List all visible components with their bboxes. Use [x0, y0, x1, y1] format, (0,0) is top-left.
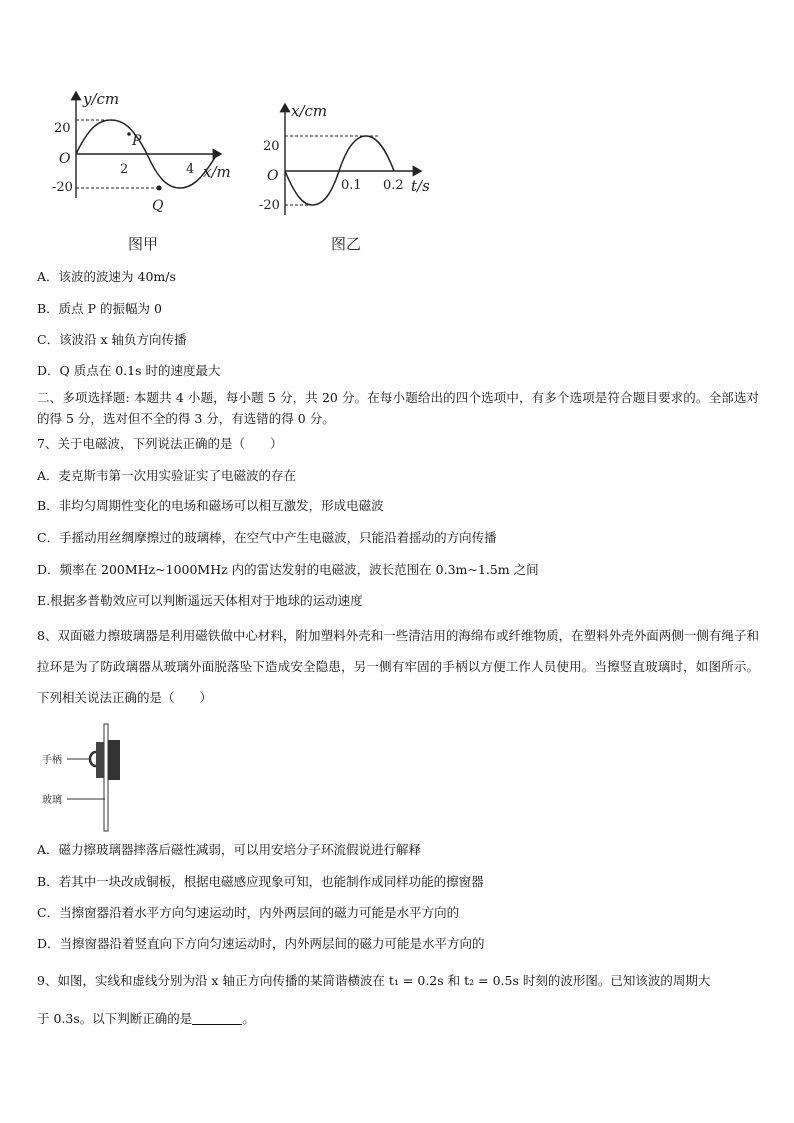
x-axis-label: t/s — [411, 177, 430, 195]
q8-option-a: A．磁力擦玻璃器摔落后磁性减弱，可以用安培分子环流假说进行解释 — [37, 842, 422, 857]
tick-neg-20: -20 — [259, 198, 280, 213]
q7-option-e: E.根据多普勒效应可以判断遥远天体相对于地球的运动速度 — [37, 593, 363, 608]
q9-stem-part1: 9、如图，实线和虚线分别为沿 x 轴正方向传播的某简谐横波在 t₁ = 0.2s 和 t₂ = 0.5s 时刻的波形图。已知该波的周期大 — [37, 973, 711, 988]
q9-stem-part2: 于 0.3s。以下判断正确的是 — [37, 1011, 193, 1026]
tick-4: 4 — [186, 162, 195, 177]
q8-option-b: B．若其中一块改成铜板，根据电磁感应现象可知，也能制作成同样功能的擦窗器 — [37, 874, 484, 889]
q8-stem: 8、双面磁力擦玻璃器是利用磁铁做中心材料，附加塑料外壳和一些清洁用的海绵布或纤维物质，在塑料外壳外面两侧一侧有绳子和拉环是为了防政璃器从玻璃外面脱落坠下造成安全隐患，另一侧有牢固的手柄以方便工作人员使用。当擦竖直玻璃时，如图所示。下列相关说法正确的是（ ） — [37, 628, 759, 705]
q7-stem: 7、关于电磁波，下列说法正确的是（ ） — [37, 436, 283, 451]
x-axis-label: x/m — [203, 163, 231, 181]
q7-option-d: D．频率在 200MHz~1000MHz 内的雷达发射的电磁波，波长范围在 0.3m~1.5m 之间 — [37, 562, 539, 577]
tick-0.1: 0.1 — [341, 178, 362, 193]
label-glass: 玻璃 — [42, 795, 62, 806]
y-axis-label: y/cm — [83, 90, 120, 108]
tick-0.2: 0.2 — [383, 178, 404, 193]
q6-option-b: B．质点 P 的振幅为 0 — [37, 301, 162, 316]
glass-pane — [104, 724, 108, 831]
q8-option-c: C．当擦窗器沿着水平方向匀速运动时，内外两层间的磁力可能是水平方向的 — [37, 905, 460, 920]
q9-stem-line1 — [37, 972, 710, 990]
caption-yi: 图乙 — [331, 235, 362, 253]
cleaner-inner-block — [96, 742, 104, 778]
q6-option-a: A．该波的波速为 40m/s — [37, 269, 176, 284]
q7-option-a: A．麦克斯韦第一次用实验证实了电磁波的存在 — [37, 468, 297, 483]
q7-option-c: C．手摇动用丝绸摩擦过的玻璃棒，在空气中产生电磁波，只能沿着摇动的方向传播 — [37, 530, 497, 545]
y-axis-label: x/cm — [291, 102, 328, 120]
origin-label: O — [267, 168, 279, 184]
cleaner-outer-block — [108, 740, 120, 780]
q6-option-c: C．该波沿 x 轴负方向传播 — [37, 332, 187, 347]
caption-jia: 图甲 — [128, 235, 159, 253]
point-q-dot — [157, 186, 162, 191]
handle-shape — [90, 752, 96, 766]
q8-option-d: D．当擦窗器沿着竖直向下方向匀速运动时，内外两层间的磁力可能是水平方向的 — [37, 936, 485, 951]
point-p-dot — [127, 132, 131, 136]
tick-20: 20 — [263, 139, 280, 154]
tick-2: 2 — [120, 162, 129, 177]
tick-neg-20: -20 — [52, 180, 73, 195]
point-p-label: P — [132, 133, 142, 149]
answer-blank[interactable] — [192, 1010, 242, 1025]
tick-20: 20 — [54, 121, 71, 136]
q6-option-d: D．Q 质点在 0.1s 时的速度最大 — [37, 363, 221, 378]
q7-option-b: B．非均匀周期性变化的电场和磁场可以相互激发，形成电磁波 — [37, 498, 384, 513]
figure-yi — [255, 100, 455, 261]
figure-window-cleaner — [42, 718, 142, 833]
section2-instructions: 二、多项选择题: 本题共 4 小题，每小题 5 分，共 20 分。在每小题给出的四个选项中，有多个选项是符合题目要求的。全部选对的得 5 分，选对但不全的得 3 分，有选错的得 0 分。 — [37, 390, 759, 426]
figure-jia — [45, 86, 245, 261]
q9-stem-line2: 于 0.3s。以下判断正确的是 。 — [37, 1011, 255, 1026]
point-q-label: Q — [152, 198, 164, 214]
label-handle: 手柄 — [42, 755, 62, 766]
origin-label: O — [59, 151, 71, 167]
